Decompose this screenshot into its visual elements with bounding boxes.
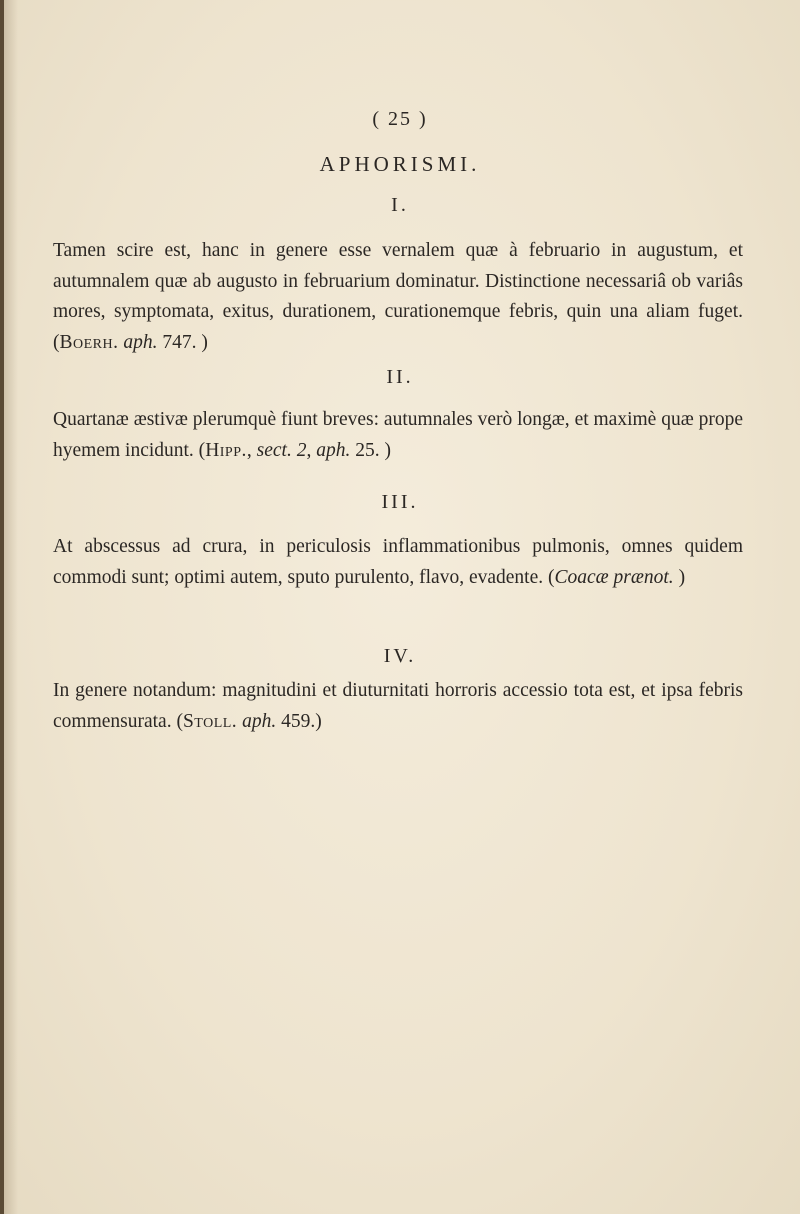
- citation-author: Boerh.: [59, 331, 119, 353]
- aphorism-text-2: [53, 405, 743, 466]
- citation-section: sect. 2: [256, 439, 307, 461]
- aphorism-body: Tamen scire est, hanc in genere esse vernalem quæ à februario in augustum, et autumnalem quæ ab augusto in februarium dominatur. Distinctione necessariâ ob variâs mores, symptomata, exitus, durationem, curationemque febris, quin una aliam fuget. (: [53, 240, 743, 353]
- aphorism-number-2: II.: [386, 366, 414, 388]
- citation-close: ): [678, 566, 686, 588]
- citation-work: aph.: [242, 710, 277, 732]
- aphorism-body: Quartanæ æstivæ plerumquè fiunt breves: autumnales verò longæ, et maximè quæ prope hyemem incidunt. (: [53, 409, 743, 461]
- citation-close: ): [384, 439, 391, 461]
- binding-shadow: [4, 0, 18, 1214]
- citation-author: Hipp.: [205, 439, 247, 461]
- aphorism-text-4: [53, 676, 743, 737]
- aphorism-number-1: I.: [391, 194, 409, 216]
- aphorism-body: At abscessus ad crura, in periculosis inflammationibus pulmonis, omnes quidem commodi sunt; optimi autem, sputo purulento, flavo, evadente. (: [53, 536, 743, 588]
- citation-author: Stoll.: [182, 710, 238, 732]
- citation-number: 747.: [162, 331, 197, 353]
- page-title: APHORISMI.: [319, 152, 481, 176]
- citation-separator: ,: [306, 439, 317, 461]
- citation-work: Coacæ prænot.: [554, 566, 674, 588]
- citation-number: 459.: [281, 710, 316, 732]
- aphorism-number-3: III.: [381, 491, 419, 513]
- aphorism-text-3: [53, 532, 743, 593]
- citation-close: ): [201, 331, 208, 353]
- page-number: ( 25 ): [372, 108, 428, 130]
- citation-close: ): [315, 710, 322, 732]
- citation-work: aph.: [123, 331, 158, 353]
- aphorism-body: In genere notandum: magnitudini et diuturnitati horroris accessio tota est, et ipsa febris commensurata. (: [53, 680, 743, 732]
- aphorism-number-4: IV.: [383, 645, 417, 667]
- citation-number: 25.: [355, 439, 380, 461]
- citation-work: aph.: [316, 439, 351, 461]
- citation-separator: ,: [246, 439, 257, 461]
- aphorism-text-1: [53, 236, 743, 358]
